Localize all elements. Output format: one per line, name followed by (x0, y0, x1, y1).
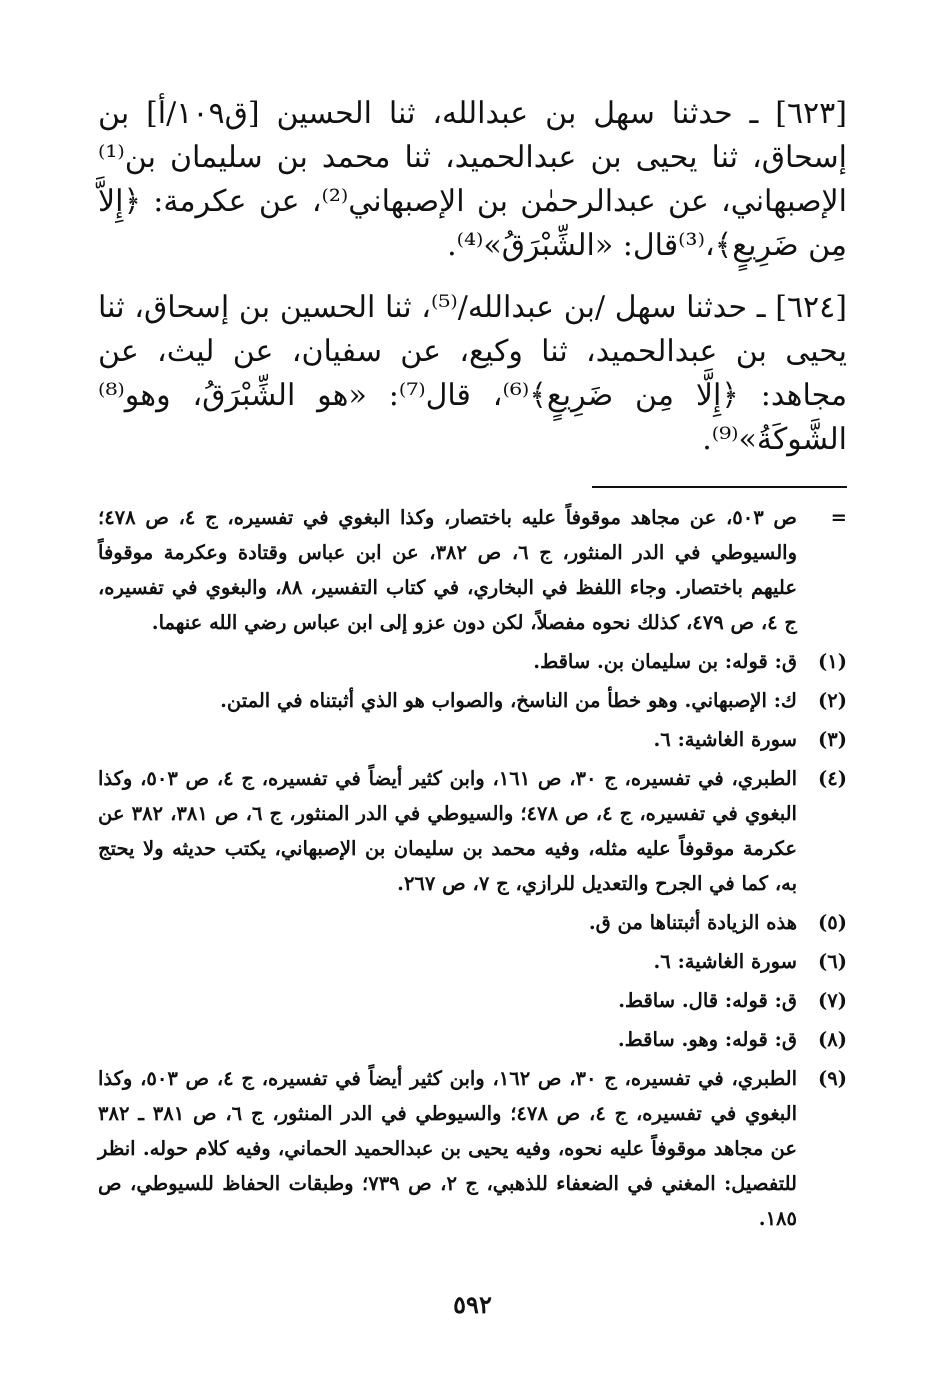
footnote-3 (98, 722, 847, 757)
footnote-text: ص ٥٠٣، عن مجاهد موقوفاً عليه باختصار، وكذا البغوي في تفسيره، ج ٤، ص ٤٧٨؛ والسيوطي في الدر المنثور، ج ٦، ص ٣٨٢، عن ابن عباس وقتادة وعكرمة موقوفاً عليهم باختصار. وجاء اللفظ في البخاري، في كتاب التفسير، ٨٨، والبغوي في تفسيره، ج ٤، ص ٤٧٩، كذلك نحوه مفصلاً، لكن دون عزو إلى ابن عباس رضي الله عنهما. (98, 506, 798, 634)
footnote-mark: (١) (818, 650, 847, 673)
footnote-text: ق: قوله: قال. ساقط. (618, 989, 797, 1012)
footnote-mark: (٨) (818, 1028, 847, 1051)
footnote-mark: (٧) (818, 989, 847, 1012)
footnote-7 (98, 983, 847, 1018)
hadith-624: [٦٢٤] ـ حدثنا سهل /بن عبدالله/⁽⁵⁾، ثنا الحسين بن إسحاق، ثنا يحيى بن عبدالحميد، ثنا وكيع، عن سفيان، عن ليث، عن مجاهد: ﴿إِلَّا مِن ضَرِيعٍ﴾⁽⁶⁾، قال⁽⁷⁾: «هو الشِّبْرَقُ، وهو⁽⁸⁾ الشَّوكَةُ»⁽⁹⁾. (98, 290, 848, 457)
footnote-divider (592, 486, 847, 488)
footnote-5 (98, 905, 847, 940)
footnote-mark: (٥) (818, 911, 847, 934)
footnotes (98, 500, 847, 1236)
footnote-mark: (٦) (818, 950, 847, 973)
hadith-623: [٦٢٣] ـ حدثنا سهل بن عبدالله، ثنا الحسين [ق١٠٩/أ] بن إسحاق، ثنا يحيى بن عبدالحميد، ثنا محمد بن سليمان بن⁽¹⁾ الإصبهاني، عن عبدالرحمٰن بن الإصبهاني⁽²⁾، عن عكرمة: ﴿إِلاَّ مِن ضَرِيعٍ﴾،⁽³⁾قال: «الشِّبْرَقُ»⁽⁴⁾. (98, 96, 847, 263)
footnote-continuation (98, 500, 847, 640)
footnote-mark: = (830, 506, 847, 529)
footnote-1 (98, 644, 847, 679)
footnote-text: سورة الغاشية: ٦. (653, 728, 797, 751)
footnote-6 (98, 944, 847, 979)
footnote-mark: (٤) (818, 767, 847, 790)
footnote-text: ك: الإصبهاني. وهو خطأ من الناسخ، والصواب هو الذي أثبتناه في المتن. (220, 689, 797, 712)
footnote-text: الطبري، في تفسيره، ج ٣٠، ص ١٦٢، وابن كثير أيضاً في تفسيره، ج ٤، ص ٥٠٣، وكذا البغوي في تفسيره، ج ٤، ص ٤٧٨؛ والسيوطي في الدر المنثور، ج ٦، ص ٣٨١ ـ ٣٨٢ عن مجاهد موقوفاً عليه نحوه، وفيه يحيى بن عبدالحميد الحماني، وفيه كلام حوله. انظر للتفصيل: المغني في الضعفاء للذهبي، ج ٢، ص ٧٣٩؛ وطبقات الحفاظ للسيوطي، ص ١٨٥. (98, 1067, 798, 1230)
footnote-text: ق: قوله: وهو. ساقط. (617, 1028, 797, 1051)
footnote-mark: (٣) (818, 728, 847, 751)
footnote-text: سورة الغاشية: ٦. (653, 950, 797, 973)
footnote-text: هذه الزيادة أثبتناها من ق. (588, 911, 797, 934)
footnote-4 (98, 761, 847, 901)
footnote-text: الطبري، في تفسيره، ج ٣٠، ص ١٦١، وابن كثير أيضاً في تفسيره، ج ٤، ص ٥٠٣، وكذا البغوي في تفسيره، ج ٤، ص ٤٧٨؛ والسيوطي في الدر المنثور، ج ٦، ص ٣٨١، ٣٨٢ عن عكرمة موقوفاً عليه مثله، وفيه محمد بن سليمان بن الإصبهاني، يكتب حديثه ولا يحتج به، كما في الجرح والتعديل للرازي، ج ٧، ص ٢٦٧. (98, 767, 798, 895)
footnote-mark: (٩) (818, 1067, 847, 1090)
footnote-text: ق: قوله: بن سليمان بن. ساقط. (533, 650, 797, 673)
footnote-2 (98, 683, 847, 718)
footnote-9 (98, 1061, 847, 1236)
page-number: ٥٩٢ (453, 1290, 492, 1319)
footnote-mark: (٢) (818, 689, 847, 712)
footnote-8 (98, 1022, 847, 1057)
